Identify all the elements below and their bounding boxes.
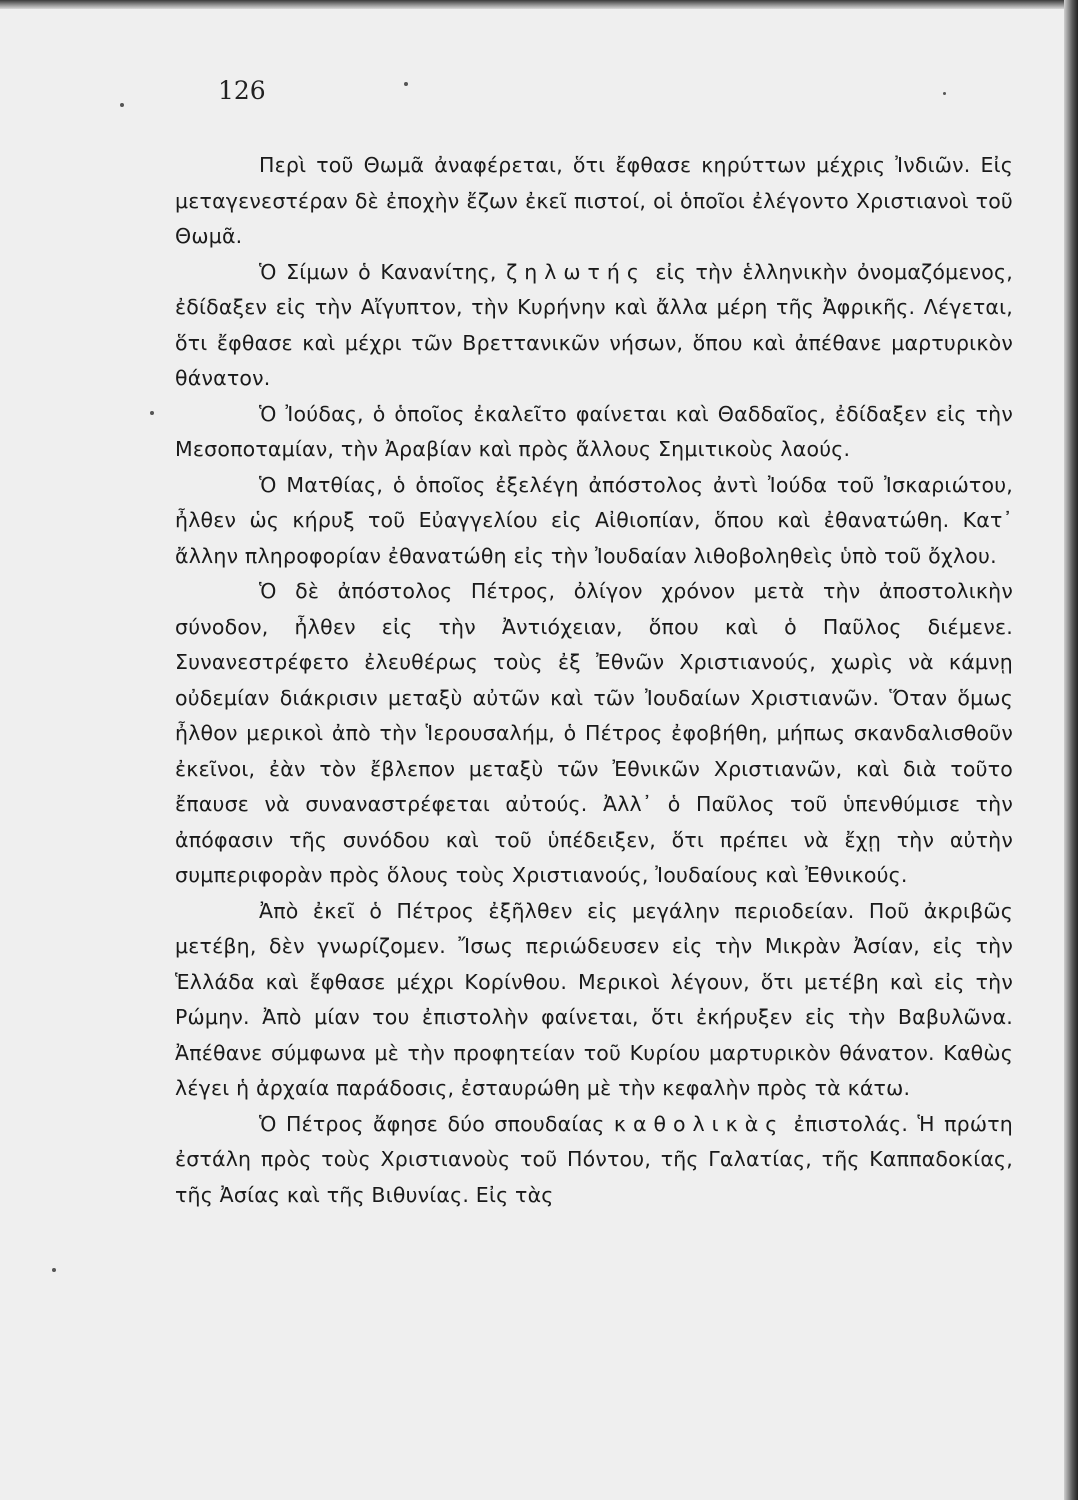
paragraph-simon (175, 255, 1013, 397)
spaced-emphasis: ζηλωτής (506, 259, 646, 284)
paragraph-thomas (175, 148, 1013, 255)
scan-speck (943, 92, 946, 95)
paragraph-matthias (175, 468, 1013, 575)
scan-right-edge (1064, 0, 1078, 1500)
scan-top-edge (0, 0, 1078, 9)
paragraph-text: Ἀπὸ ἐκεῖ ὁ Πέτρος ἐξῆλθεν εἰς μεγάλην περιοδείαν. Ποῦ ἀκριβῶς μετέβη, δὲν γνωρίζομεν. Ἴσως περιώδευσεν εἰς τὴν Μικρὰν Ἀσίαν, εἰς τὴν Ἑλλάδα καὶ ἔφθασε μέχρι Κορίνθου. Μερικοὶ λέγουν, ὅτι μετέβη καὶ εἰς τὴν Ρώμην. Ἀπὸ μίαν του ἐπιστολὴν φαίνεται, ὅτι ἐκήρυξεν εἰς τὴν Βαβυλῶνα. Ἀπέθανε σύμφωνα μὲ τὴν προφητείαν τοῦ Κυρίου μαρτυρικὸν θάνατον. Καθὼς λέγει ἡ ἀρχαία παράδοσις, ἐσταυρώθη μὲ τὴν κεφαλὴν πρὸς τὰ κάτω. (175, 898, 1013, 1100)
paragraph-text: Περὶ τοῦ Θωμᾶ ἀναφέρεται, ὅτι ἔφθασε κηρύττων μέχρις Ἰνδιῶν. Εἰς μεταγενεστέραν δὲ ἐποχὴν ἔζων ἐκεῖ πιστοί, οἱ ὁποῖοι ἐλέγοντο Χριστιανοὶ τοῦ Θωμᾶ. (175, 153, 1013, 248)
scan-speck (404, 82, 408, 86)
paragraph-text-before: Ὁ Σίμων ὁ Κανανίτης, (259, 259, 507, 284)
paragraph-text: Ὁ Ἰούδας, ὁ ὁποῖος ἐκαλεῖτο φαίνεται καὶ Θαδδαῖος, ἐδίδαξεν εἰς τὴν Μεσοποταμίαν, τὴν Ἀραβίαν καὶ πρὸς ἄλλους Σημιτικοὺς λαούς. (175, 401, 1013, 461)
page-number: 126 (218, 76, 266, 105)
paragraph-peter-epistles (175, 1107, 1013, 1214)
paragraph-peter-antioch (175, 574, 1013, 894)
paragraph-judas (175, 397, 1013, 468)
scan-speck (150, 411, 154, 415)
paragraph-text-after: εἰς τὴν ἑλληνικὴν ὀνομαζόμενος, ἐδίδαξεν εἰς τὴν Αἴγυπτον, τὴν Κυρήνην καὶ ἄλλα μέρη τῆς Ἀφρικῆς. Λέγεται, ὅτι ἔφθασε καὶ μέχρι τῶν Βρεττανικῶν νήσων, ὅπου καὶ ἀπέθανε μαρτυρικὸν θάνατον. (175, 259, 1013, 390)
spaced-emphasis: καθολικὰς (613, 1111, 785, 1136)
paragraph-text: Ὁ Ματθίας, ὁ ὁποῖος ἐξελέγη ἀπόστολος ἀντὶ Ἰούδα τοῦ Ἰσκαριώτου, ἦλθεν ὡς κήρυξ τοῦ Εὐαγγελίου εἰς Αἰθιοπίαν, ὅπου καὶ ἐθανατώθη. Κατ᾽ ἄλλην πληροφορίαν ἐθανατώθη εἰς τὴν Ἰουδαίαν λιθοβοληθεὶς ὑπὸ τοῦ ὄχλου. (175, 472, 1013, 568)
paragraph-peter-journey (175, 894, 1013, 1107)
scan-speck (52, 1268, 56, 1272)
paragraph-text-before: Ὁ Πέτρος ἄφησε δύο σπουδαίας (259, 1111, 614, 1136)
paragraph-text: Ὁ δὲ ἀπόστολος Πέτρος, ὀλίγον χρόνον μετὰ τὴν ἀποστολικὴν σύνοδον, ἦλθεν εἰς τὴν Ἀντιόχειαν, ὅπου καὶ ὁ Παῦλος διέμενε. Συνανεστρέφετο ἐλευθέρως τοὺς ἐξ Ἐθνῶν Χριστιανούς, χωρὶς νὰ κάμνῃ οὐδεμίαν διάκρισιν μεταξὺ αὐτῶν καὶ τῶν Ἰουδαίων Χριστιανῶν. Ὅταν ὅμως ἦλθον μερικοὶ ἀπὸ τὴν Ἱερουσαλήμ, ὁ Πέτρος ἐφοβήθη, μήπως σκανδαλισθοῦν ἐκεῖνοι, ἐὰν τὸν ἔβλεπον μεταξὺ τῶν Ἐθνικῶν Χριστιανῶν, καὶ διὰ τοῦτο ἔπαυσε νὰ συναναστρέφεται αὐτούς. Ἀλλ᾽ ὁ Παῦλος τοῦ ὑπενθύμισε τὴν ἀπόφασιν τῆς συνόδου καὶ τοῦ ὑπέδειξεν, ὅτι πρέπει νὰ ἔχῃ τὴν αὐτὴν συμπεριφορὰν πρὸς ὅλους τοὺς Χριστιανούς, Ἰουδαίους καὶ Ἐθνικούς. (175, 579, 1013, 887)
paragraph-text-after: ἐπιστολάς. Ἡ πρώτη ἐστάλη πρὸς τοὺς Χριστιανοὺς τοῦ Πόντου, τῆς Γαλατίας, τῆς Καππαδοκίας, τῆς Ἀσίας καὶ τῆς Βιθυνίας. Εἰς τὰς (175, 1111, 1013, 1207)
body-text (175, 148, 1013, 1213)
scan-speck (120, 103, 124, 107)
